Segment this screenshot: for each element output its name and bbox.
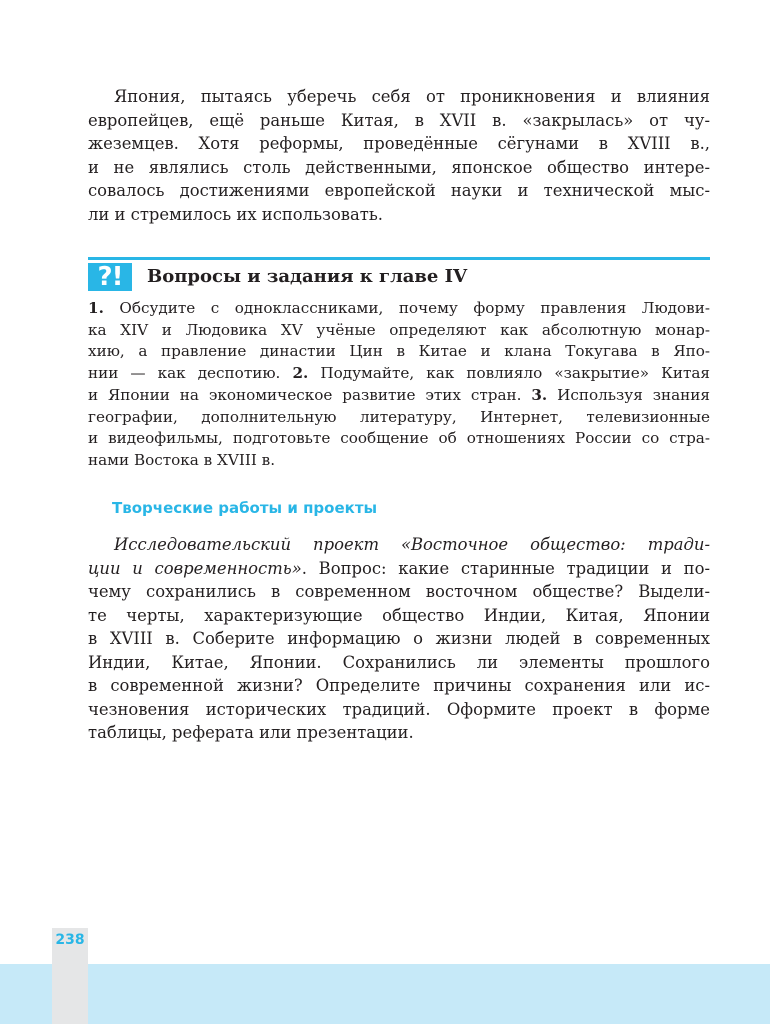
- text-line: [88, 604, 710, 628]
- text-segment: нами Востока в XVIII в.: [88, 450, 276, 469]
- text-segment: Подумайте, как повлияло «закрытие» Китая: [308, 364, 711, 383]
- text-segment: чезновения исторических традиций. Оформите проект в форме: [88, 699, 710, 719]
- text-line: [88, 407, 710, 429]
- text-segment: Используя знания: [547, 385, 710, 404]
- text-segment: таблицы, реферата или презентации.: [88, 723, 414, 742]
- text-line: [88, 627, 710, 651]
- footer-band: [0, 964, 770, 1024]
- page-number: 238: [55, 932, 85, 948]
- section-divider: [88, 257, 710, 260]
- text-segment: географии, дополнительную литературу, Интернет, телевизионные: [88, 407, 710, 426]
- text-line: [88, 721, 710, 745]
- text-line: [88, 674, 710, 698]
- text-segment: в XVIII в. Соберите информацию о жизни людей в современных: [88, 629, 710, 648]
- text-line: жеземцев. Хотя реформы, проведённые сёгунами в XVIII в.,: [88, 134, 710, 153]
- text-line: Япония, пытаясь уберечь себя от проникновения и влияния: [114, 87, 710, 106]
- questions-paragraph: [88, 298, 710, 472]
- project-paragraph: [88, 533, 710, 745]
- text-line: и не являлись столь действенными, японское общество интере-: [88, 157, 710, 177]
- text-segment: ка XIV и Людовика XV учёные определяют как абсолютную монар-: [88, 320, 710, 339]
- text-line: [88, 428, 710, 450]
- intro-paragraph: [88, 85, 710, 226]
- text-line: [88, 557, 710, 581]
- text-segment: нии — как деспотию.: [88, 364, 293, 383]
- text-segment: Обсудите с одноклассниками, почему форму правления Людови-: [103, 299, 710, 317]
- text-line: ли и стремилось их использовать.: [88, 204, 384, 224]
- text-line: [88, 698, 710, 722]
- text-line: [88, 363, 710, 385]
- italic-text: Исследовательский проект «Восточное общество: тради-: [114, 535, 710, 554]
- text-segment: и видеофильмы, подготовьте сообщение об отношениях России со стра-: [88, 429, 710, 448]
- text-line: европейцев, ещё раньше Китая, в XVII в. «закрылась» от чу-: [88, 110, 710, 130]
- creative-heading: Творческие работы и проекты: [112, 499, 378, 517]
- text-line: совалось достижениями европейской науки и технической мыс-: [88, 181, 710, 200]
- text-segment: чему сохранились в современном восточном обществе? Выдели-: [88, 582, 710, 601]
- text-segment: и Японии на экономическое развитие этих стран.: [88, 385, 532, 404]
- text-line: [88, 385, 710, 407]
- text-segment: Индии, Китае, Японии. Сохранились ли элементы прошлого: [88, 652, 710, 672]
- questions-heading: Вопросы и задания к главе IV: [147, 266, 468, 287]
- text-line: [88, 341, 710, 363]
- question-number: 1.: [88, 299, 104, 317]
- questions-icon: ?!: [88, 263, 132, 291]
- text-segment: те черты, характеризующие общество Индии, Китая, Японии: [88, 605, 710, 625]
- question-number: 3.: [531, 385, 548, 404]
- text-line: [88, 320, 710, 342]
- text-line: [88, 298, 710, 320]
- text-line: [88, 651, 710, 675]
- text-line: [88, 533, 710, 557]
- text-segment: в современной жизни? Определите причины сохранения или ис-: [88, 676, 710, 695]
- text-line: [88, 450, 710, 472]
- question-number: 2.: [292, 364, 309, 383]
- text-segment: . Вопрос: какие старинные традиции и по-: [301, 558, 711, 578]
- text-line: [88, 580, 710, 604]
- italic-text: ции и современность»: [88, 558, 302, 578]
- text-segment: хию, а правление династии Цин в Китае и клана Токугава в Япо-: [88, 342, 710, 361]
